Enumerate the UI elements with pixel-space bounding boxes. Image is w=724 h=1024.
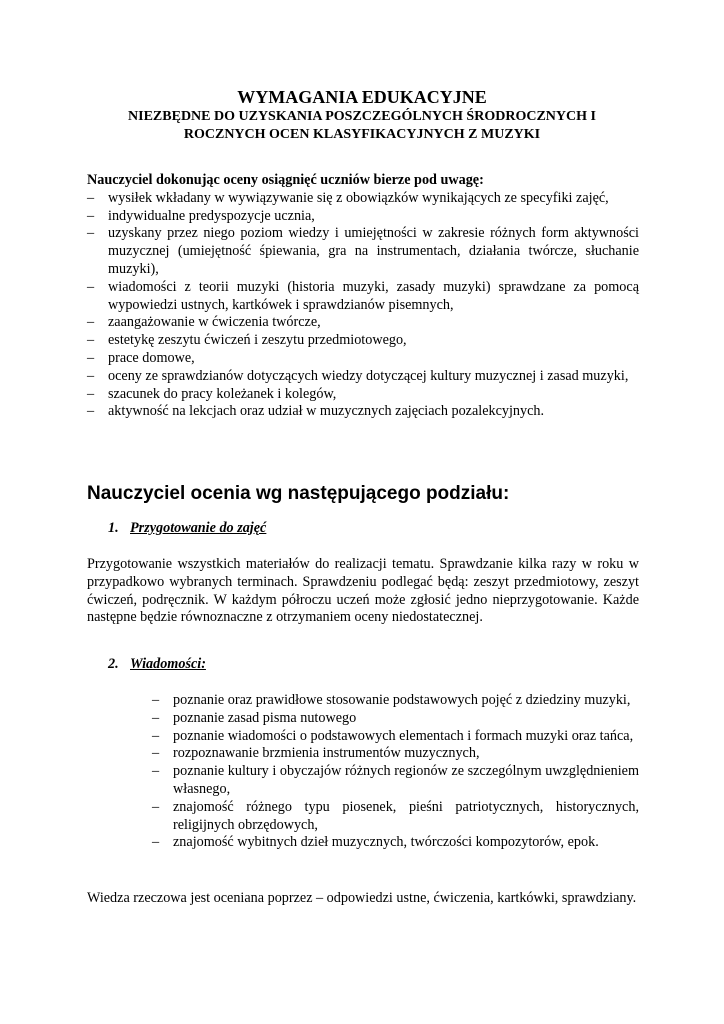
dash-bullet: –	[87, 332, 95, 349]
list-item: – rozpoznawanie brzmienia instrumentów muzycznych,	[152, 745, 480, 762]
criteria-section	[87, 172, 639, 421]
list-item: – prace domowe,	[87, 349, 195, 366]
part1-number: 1.	[108, 520, 119, 536]
dash-bullet: –	[152, 727, 160, 744]
part1-heading	[108, 519, 266, 537]
dash-bullet: –	[87, 403, 95, 420]
part2-closing-paragraph: Wiedza rzeczowa jest oceniana poprzez – odpowiedzi ustne, ćwiczenia, kartkówki, sprawdziany.	[87, 890, 637, 906]
criteria-heading: Nauczyciel dokonując oceny osiągnięć uczniów bierze pod uwagę:	[87, 172, 484, 188]
grading-section-heading: Nauczyciel ocenia wg następującego podziału:	[87, 483, 510, 504]
knowledge-list	[152, 692, 639, 852]
document-header	[0, 86, 724, 144]
list-item: – poznanie oraz prawidłowe stosowanie podstawowych pojęć z dziedziny muzyki,	[152, 692, 631, 708]
dash-bullet: –	[87, 207, 95, 224]
list-item: – poznanie kultury i obyczajów różnych regionów ze szczególnym uwzględnieniem własnego,	[152, 763, 639, 797]
dash-bullet: –	[152, 692, 160, 708]
dash-bullet: –	[87, 189, 95, 206]
part2-label: Wiadomości:	[130, 656, 206, 672]
criteria-list	[87, 190, 639, 421]
list-item: – zaangażowanie w ćwiczenia twórcze,	[87, 314, 321, 331]
list-item: – oceny ze sprawdzianów dotyczących wiedzy dotyczącej kultury muzycznej i zasad muzyki,	[87, 367, 629, 384]
list-item: – estetykę zeszytu ćwiczeń i zeszytu przedmiotowego,	[87, 332, 407, 349]
dash-bullet: –	[152, 763, 160, 780]
list-item: – znajomość wybitnych dzieł muzycznych, twórczości kompozytorów, epok.	[152, 834, 599, 851]
knowledge-list-container	[152, 692, 639, 852]
list-item: – uzyskany przez niego poziom wiedzy i umiejętności w zakresie różnych form aktywności muzycznej (umiejętność śpiewania, gra na instrumentach, działania twórcze, słuchanie muzyki),	[87, 225, 639, 277]
list-item: – indywidualne predyspozycje ucznia,	[87, 207, 315, 224]
part1-paragraph: Przygotowanie wszystkich materiałów do realizacji tematu. Sprawdzanie kilka razy w roku w przypadkowo wybranych terminach. Sprawdzeniu podlegać będą: zeszyt przedmiotowy, zeszyt ćwiczeń, podręcznik. W każdym półroczu uczeń może zgłosić jedno nieprzygotowanie. Każde następne będzie równoznaczne z otrzymaniem oceny niedostatecznej.	[87, 556, 639, 626]
list-item: – poznanie zasad pisma nutowego	[152, 709, 357, 726]
part2-heading	[108, 655, 206, 673]
dash-bullet: –	[152, 798, 160, 815]
list-item: – poznanie wiadomości o podstawowych elementach i formach muzyki oraz tańca,	[152, 727, 634, 744]
document-title: WYMAGANIA EDUKACYJNE	[237, 87, 487, 107]
dash-bullet: –	[87, 367, 95, 384]
dash-bullet: –	[152, 745, 160, 762]
document-subtitle-line1: NIEZBĘDNE DO UZYSKANIA POSZCZEGÓLNYCH ŚRODROCZNYCH I	[128, 109, 596, 124]
dash-bullet: –	[87, 349, 95, 366]
dash-bullet: –	[152, 709, 160, 726]
dash-bullet: –	[152, 834, 160, 851]
part1-label: Przygotowanie do zajęć	[130, 520, 267, 536]
dash-bullet: –	[87, 225, 95, 242]
list-item: – szacunek do pracy koleżanek i kolegów,	[87, 385, 337, 402]
list-item: – aktywność na lekcjach oraz udział w muzycznych zajęciach pozalekcyjnych.	[87, 403, 545, 420]
list-item: – wysiłek wkładany w wywiązywanie się z obowiązków wynikających ze specyfiki zajęć,	[87, 189, 609, 206]
list-item: – znajomość różnego typu piosenek, pieśni patriotycznych, historycznych, religijnych obrzędowych,	[152, 798, 639, 833]
dash-bullet: –	[87, 314, 95, 331]
list-item: – wiadomości z teorii muzyki (historia muzyki, zasady muzyki) sprawdzane za pomocą wypowiedzi ustnych, kartkówek i sprawdzianów pisemnych,	[87, 278, 639, 313]
document-subtitle-line2: ROCZNYCH OCEN KLASYFIKACYJNYCH Z MUZYKI	[183, 127, 541, 142]
dash-bullet: –	[87, 278, 95, 295]
dash-bullet: –	[87, 385, 95, 402]
part2-number: 2.	[108, 656, 119, 672]
